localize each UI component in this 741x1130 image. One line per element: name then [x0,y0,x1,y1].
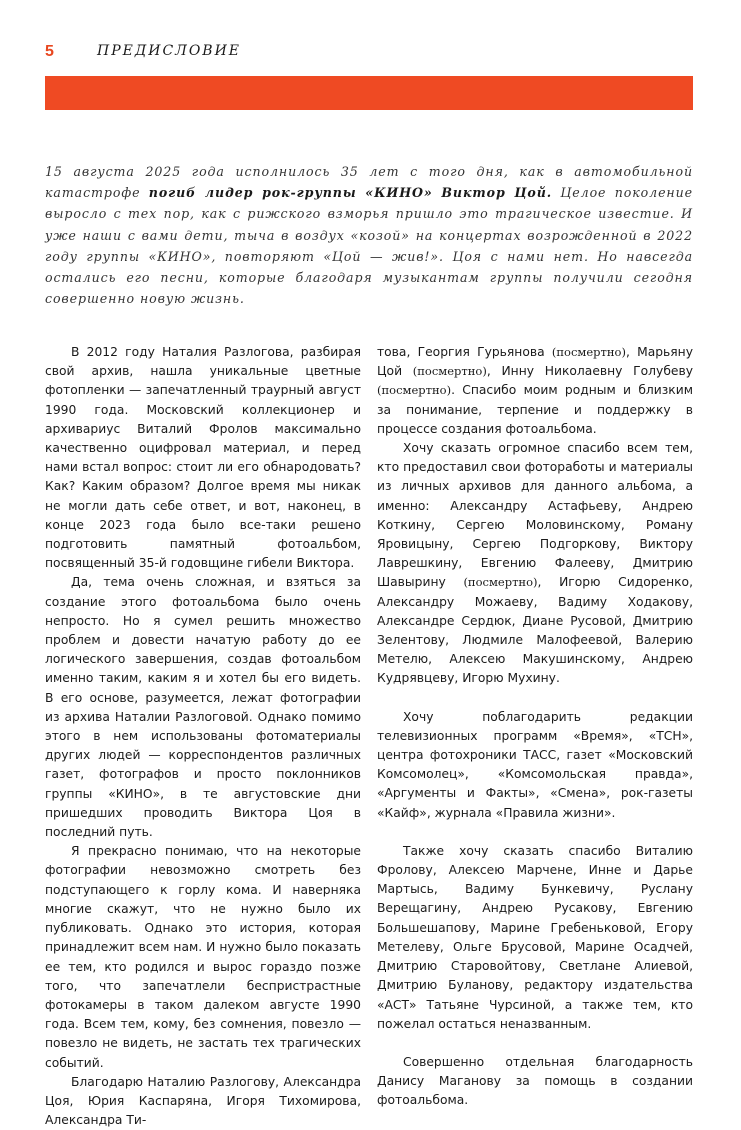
posthumous-note: (посмертно) [377,383,452,398]
text-run: , Игорю Сидоренко, Александру Можаеву, Вадиму Ходакову, Александре Сердюк, Диане Русовой, Дмитрию Зелентову, Людмиле Малофеевой, Валерию Метелю, Алексею Макушинскому, Андрею Кудрявцеву, Игорю Мухину. [377,575,693,686]
body-paragraph [377,439,693,689]
section-title: ПРЕДИСЛОВИЕ [97,43,242,59]
accent-banner [45,76,693,110]
text-run: . Спасибо моим родным и близким за понимание, терпение и поддержку в процессе создания фотоальбома. [377,383,693,436]
intro-text-start: 15 августа 2025 года исполнилось 35 лет с того дня, как в автомобильной катастрофе [45,164,693,201]
body-paragraph: Я прекрасно понимаю, что на некоторые фотографии невозможно смотреть без подступающего к горлу кома. И наверняка многие скажут, что не нужно было их публиковать. Однако это история, которая принадлежит всем нам. И нужно было показать ее тем, кто родился и вырос гораздо позже того, что запечатлели беспристрастные фотокамеры в таком далеком августе 1990 года. Всем тем, кому, без сомнения, повезло — повезло не видеть, не застать тех трагических событий. [45,844,361,1070]
body-paragraph: Также хочу сказать спасибо Виталию Фролову, Алексею Марчене, Инне и Дарье Мартысь, Вадиму Бункевичу, Руслану Верещагину, Андрею Русакову, Евгению Большешапову, Марине Гребеньковой, Егору Метелеву, Ольге Брусовой, Марине Осадчей, Дмитрию Старовойтову, Светлане Алиевой, Дмитрию Буланову, редактору издательства «АСТ» Татьяне Чурсиной, а также тем, кто пожелал остаться неназванным. [377,843,693,1031]
right-column [377,343,693,1111]
posthumous-note: (посмертно) [551,345,626,359]
text-run: Хочу сказать огромное спасибо всем тем, кто предоставил свои фотоработы и материалы из личных архивов для данного альбома, а именно: Александру Астафьеву, Андрею Коткину, Сергею Моловинскому, Роману Яровицыну, Сергею Подгоркову, Виктору Лаврешкину, Евгению Фалееву, Дмитрию Шавырину [377,441,693,590]
body-paragraph: В 2012 году Наталия Разлогова, разбирая свой архив, нашла уникальные цветные фотопленки — запечатленный траурный август 1990 года. Московский коллекционер и архивариус Виталий Фролов максимально качественно оцифровал материал, и перед нами встал вопрос: стоит ли его обнародовать? Как? Каким образом? Долгое время мы никак не могли дать себе ответ, и вот, наконец, в конце 2023 года было все-таки решено подготовить памятный фотоальбом, посвященный 35-й годовщине гибели Виктора. [45,345,361,571]
text-run: това, Георгия Гурьянова [377,345,552,359]
posthumous-note: (посмертно) [412,364,487,379]
posthumous-note: (посмертно) [463,575,538,590]
text-run: , Инну Николаевну Голубеву [486,364,693,379]
intro-text-end: Целое поколение выросло с тех пор, как с рижского взморья пришло это трагическое известие. И уже наши с вами дети, тыча в воздух «козой» на концертах возрожденной в 2022 году группы «КИНО», повторяют «Цой — жив!». Цоя с нами нет. Но навсегда остались его песни, которые благодаря музыкантам группы получили сегодня совершенно новую жизнь. [45,185,693,307]
text-run: , Марьяну Цой [377,345,693,379]
body-paragraph: Да, тема очень сложная, и взяться за создание этого фотоальбома было очень непросто. Но я сумел решить множество проблем и довести начатую работу до ее логического завершения, создав фотоальбом именно таким, каким я и хотел бы его видеть. В его основе, разумеется, лежат фотографии из архива Наталии Разлоговой. Однако помимо этого в нем использованы фотоматериалы других людей — корреспондентов различных газет, фотографов и просто поклонников группы «КИНО», в те августовские дни пришедших проводить Виктора Цоя в последний путь. [45,575,361,840]
body-paragraph: Совершенно отдельная благодарность Данису Маганову за помощь в создании фотоальбома. [377,1054,693,1108]
page-number: 5 [45,43,54,60]
body-paragraph: Хочу поблагодарить редакции телевизионных программ «Время», «ТСН», центра фотохроники ТАСС, газет «Московский Комсомолец», «Комсомольская правда», «Аргументы и Факты», «Смена», рок-газеты «Кайф», журнала «Правила жизни». [377,709,693,820]
left-column [45,343,361,1130]
intro-paragraph [45,161,693,309]
body-paragraph: Благодарю Наталию Разлогову, Александра Цоя, Юрия Каспаряна, Игоря Тихомирова, Александра Ти- [45,1074,361,1128]
intro-bold-phrase: погиб лидер рок-группы «КИНО» Виктор Цой. [148,185,553,201]
body-paragraph-continued [377,343,693,439]
